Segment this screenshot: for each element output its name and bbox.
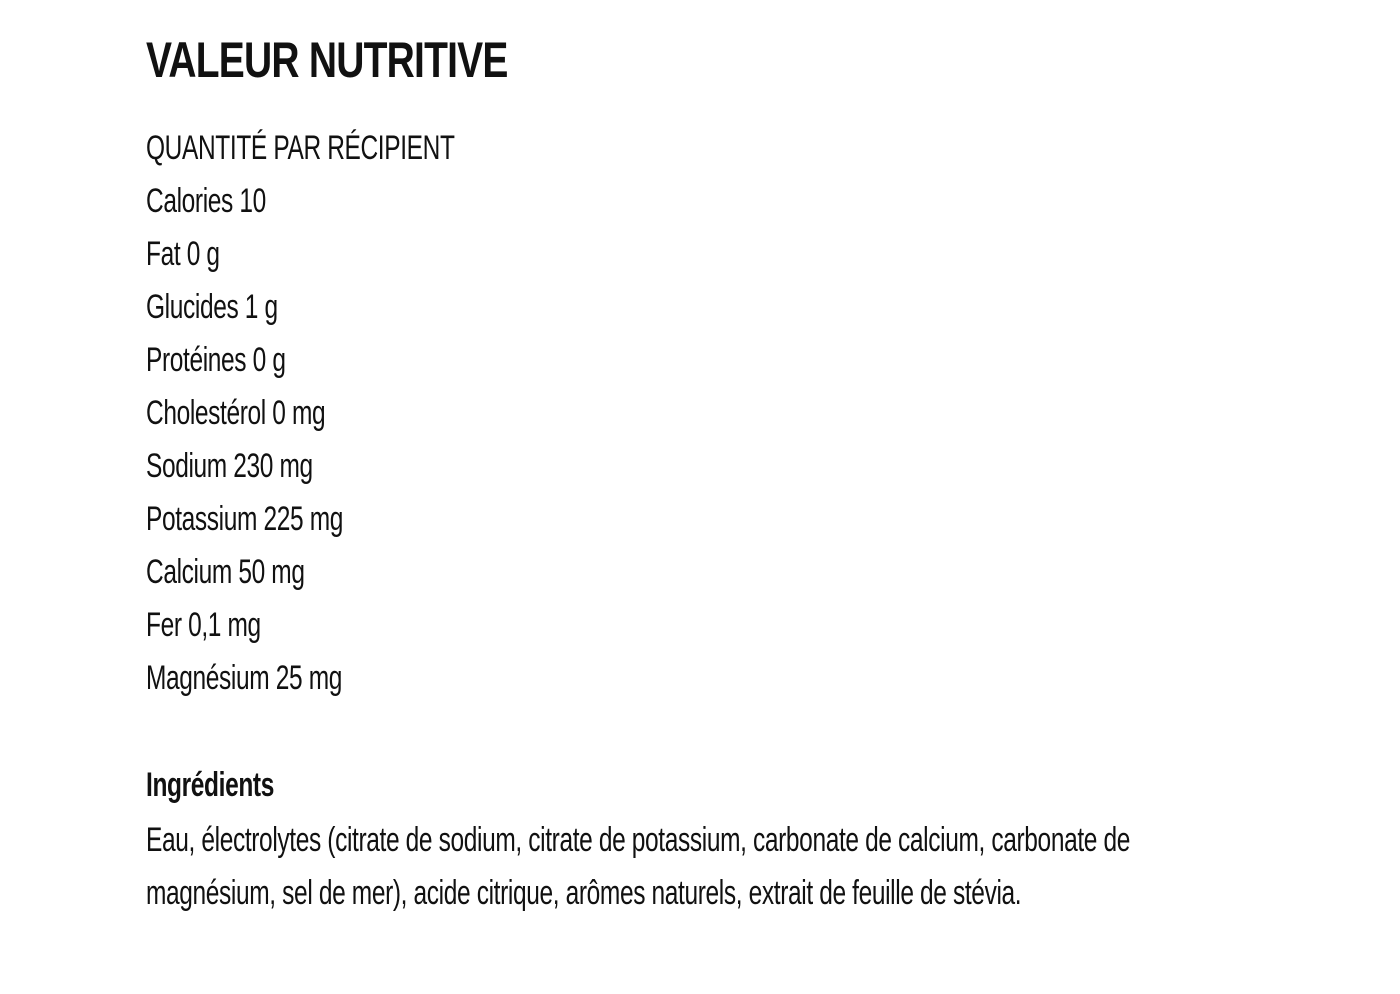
page-title: VALEUR NUTRITIVE (146, 32, 508, 88)
nutrient-calcium: Calcium 50 mg (146, 553, 305, 591)
nutrition-list (146, 122, 575, 705)
nutrient-potassium: Potassium 225 mg (146, 500, 343, 538)
nutrient-fat: Fat 0 g (146, 235, 220, 273)
ingredients-text: Eau, électrolytes (citrate de sodium, citrate de potassium, carbonate de calcium, carbonate de magnésium, sel de mer), acide citrique, arômes naturels, extrait de feuille de stévia. (146, 821, 1130, 912)
nutrient-sodium: Sodium 230 mg (146, 447, 313, 485)
nutrient-magnesium: Magnésium 25 mg (146, 659, 342, 697)
nutrient-iron: Fer 0,1 mg (146, 606, 261, 644)
quantity-per-container-heading: QUANTITÉ PAR RÉCIPIENT (146, 129, 455, 167)
nutrient-calories: Calories 10 (146, 182, 266, 220)
ingredients-heading: Ingrédients (146, 766, 274, 804)
nutrition-panel (146, 28, 1306, 912)
nutrient-proteins: Protéines 0 g (146, 341, 286, 379)
nutrient-carbohydrates: Glucides 1 g (146, 288, 278, 326)
nutrient-cholesterol: Cholestérol 0 mg (146, 394, 326, 432)
